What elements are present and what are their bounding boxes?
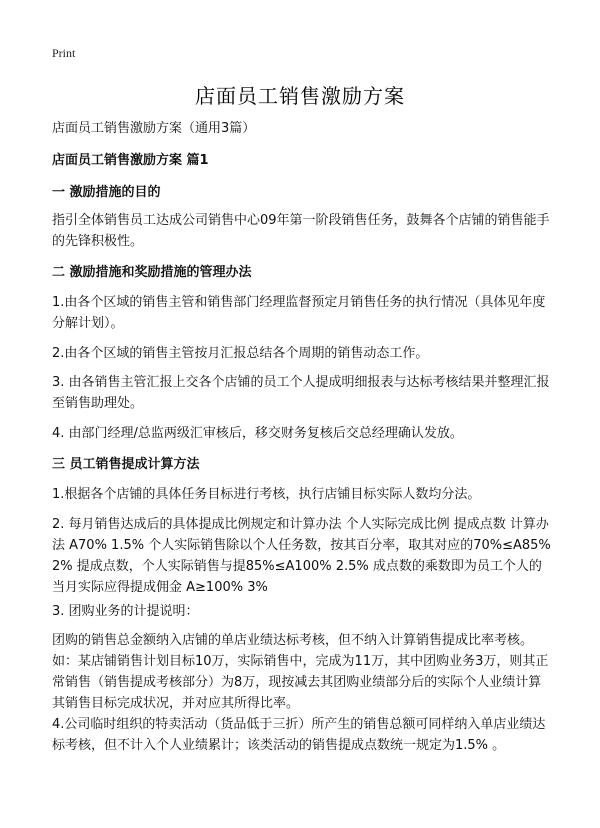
section3-heading: 三 员工销售提成计算方法 [52, 457, 200, 472]
section2-item-1: 1.由各个区域的销售主管和销售部门经理监督预定月销售任务的执行情况（具体见年度分解计划）。 [52, 295, 546, 331]
section3-item-1: 1.根据各个店铺的具体任务目标进行考核，执行店铺目标实际人数均分法。 [52, 487, 481, 502]
document-subtitle: 店面员工销售激励方案（通用3篇） [52, 121, 256, 136]
section3-item-4: 4.公司临时组织的特卖活动（货品低于三折）所产生的销售总额可同样纳入单店业绩达标考核，但不计入个人业绩累计；该类活动的销售提成点数统一规定为1.5% 。 [52, 717, 546, 753]
section2-item-4: 4. 由部门经理/总监两级汇审核后，移交财务复核后交总经理确认发放。 [52, 426, 463, 441]
section1-heading: 一 激励措施的目的 [52, 185, 161, 200]
print-label: Print [52, 46, 76, 60]
page-title: 店面员工销售激励方案 [195, 84, 405, 108]
section3-item-3: 3. 团购业务的计提说明： [52, 604, 199, 619]
section1-paragraph: 指引全体销售员工达成公司销售中心09年第一阶段销售任务，鼓舞各个店铺的销售能手的先锋积极性。 [52, 213, 550, 249]
article-heading: 店面员工销售激励方案 篇1 [52, 153, 209, 168]
section3-item-2: 2. 每月销售达成后的具体提成比例规定和计算办法 个人实际完成比例 提成点数 计算办法 A70% 1.5% 个人实际销售除以个人任务数，按其百分率，取其对应的70%≤A85% 2% 提成点数，个人实际销售与提85%≤A100% 2.5% 成点数的乘数即为员工个人的当月实际应得提成佣金 A≥100% 3% [52, 517, 551, 595]
section2-heading: 二 激励措施和奖励措施的管理办法 [52, 265, 252, 280]
section3-paragraph: 团购的销售总金额纳入店铺的单店业绩达标考核，但不纳入计算销售提成比率考核。 如：某店铺销售计划目标10万，实际销售中，完成为11万，其中团购业务3万，则其正常销售（销售提成考核部分）为8万，现按减去其团购业绩部分后的实际个人业绩计算其销售目标完成状况，并对应其所得比率。 [52, 633, 549, 711]
section2-item-2: 2.由各个区域的销售主管按月汇报总结各个周期的销售动态工作。 [52, 346, 429, 361]
section2-item-3: 3. 由各销售主管汇报上交各个店铺的员工个人提成明细报表与达标考核结果并整理汇报至销售助理处。 [52, 375, 550, 411]
